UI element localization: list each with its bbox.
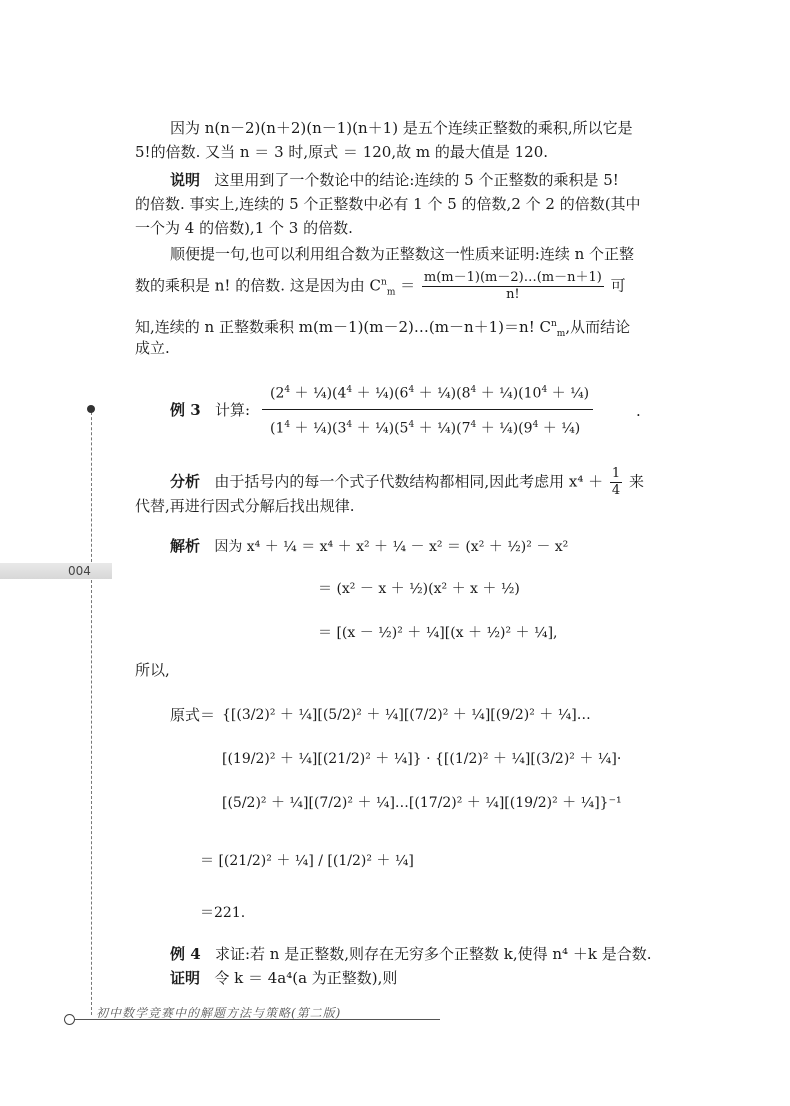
para2-line1: 顺便提一句,也可以利用组合数为正整数这一性质来证明:连续 n 个正整 (170, 245, 635, 263)
example3-denominator: ($1^4$ ＋ $\frac{1}{4})(3^4$ ＋ $\frac{1}{4})(5^4$ ＋ $\frac{1}{4})(7^4$ ＋ $\frac{1}{4})(9^4$ ＋ ¼) (270, 419, 581, 437)
para2-line2-text: 数的乘积是 n! 的倍数. 这是因为由 C (135, 276, 382, 295)
example4-label: 例 4 (170, 945, 201, 963)
example4-text: 求证:若 n 是正整数,则存在无穷多个正整数 k,使得 n⁴ ＋k 是合数. (214, 945, 652, 963)
proof-text: 令 k ＝ 4a⁴(a 为正整数),则 (214, 969, 398, 987)
analysis-tail: 来 (628, 472, 644, 491)
solution-step1: 因为 x⁴ ＋ ¼ ＝ x⁴ ＋ x² ＋ ¼ － x² ＝ (x² ＋ ½)² － x² (214, 539, 569, 555)
solution-label: 解析 (170, 537, 201, 555)
note-line3: 一个为 4 的倍数),1 个 3 的倍数. (135, 219, 353, 237)
note-label: 说明 (170, 171, 201, 189)
page-number: 004 (68, 564, 91, 578)
solution-step2: ＝ (x² － x ＋ ½)(x² ＋ x ＋ ½) (318, 581, 520, 597)
analysis-line2: 代替,再进行因式分解后找出规律. (135, 497, 355, 515)
original-row4: ＝ [(21/2)² ＋ ¼] / [(1/2)² ＋ ¼] (200, 853, 414, 869)
para2-line3: 知,连续的 n 正整数乘积 m(m－1)(m－2)…(m－n＋1)＝n! $C^n_m$,从而结论 (135, 318, 631, 339)
example3-numerator: ($2^4$ ＋ $\frac{1}{4})(4^4$ ＋ $\frac{1}{4})(6^4$ ＋ $\frac{1}{4})(8^4$ ＋ $\frac{1}{4})(10^4$ ＋ ¼) (262, 378, 593, 410)
example3-expression (262, 378, 593, 440)
so-text: 所以, (135, 661, 170, 679)
original-result: ＝221. (200, 905, 246, 921)
combination-fraction (422, 270, 604, 303)
example3-text: 计算: (214, 401, 251, 419)
page-number-bar (0, 563, 112, 579)
note-text: 这里用到了一个数论中的结论:连续的 5 个正整数的乘积是 5! (214, 171, 619, 189)
proof-label: 证明 (170, 969, 201, 987)
proof (170, 968, 397, 988)
para1-line2: 5!的倍数. 又当 n ＝ 3 时,原式 ＝ 120,故 m 的最大值是 120. (135, 143, 549, 161)
para2-line2: 数的乘积是 n! 的倍数. 这是因为由 $C^n_m$ ＝ $\frac{m(m-1)(m-2)\dots(m-n+1)}{n!}$ 可 (135, 270, 626, 302)
analysis-line1 (170, 466, 644, 499)
example4 (170, 944, 651, 964)
para2-line3-text: 知,连续的 n 正整数乘积 m(m－1)(m－2)…(m－n＋1)＝n! C (135, 318, 551, 336)
example3-label: 例 3 (170, 401, 201, 419)
solution-line1 (170, 536, 568, 557)
combination-denominator: n! (506, 287, 520, 302)
original-row1: {[(3/2)² ＋ ¼][(5/2)² ＋ ¼][(7/2)² ＋ ¼][(9/2)² ＋ ¼]… (222, 707, 591, 723)
example3 (170, 400, 250, 420)
margin-bullet (87, 405, 95, 413)
original-row3: [(5/2)² ＋ ¼][(7/2)² ＋ ¼]…[(17/2)² ＋ ¼][(19/2)² ＋ ¼]}⁻¹ (222, 795, 622, 811)
solution-step3: ＝ [(x － ½)² ＋ ¼][(x ＋ ½)² ＋ ¼], (318, 625, 558, 641)
para2-line3-tail: ,从而结论 (565, 318, 631, 336)
combination-numerator: m(m－1)(m－2)…(m－n＋1) (423, 270, 602, 285)
para2-line4: 成立. (135, 339, 170, 357)
original-row2: [(19/2)² ＋ ¼][(21/2)² ＋ ¼]} · {[(1/2)² ＋ ¼][(3/2)² ＋ ¼]· (222, 751, 622, 767)
book-title-footer: 初中数学竞赛中的解题方法与策略(第二版) (96, 1006, 342, 1020)
analysis-fraction: $\frac{1}{4}$ (611, 466, 621, 498)
para2-line2-tail: 可 (610, 276, 626, 295)
analysis-label: 分析 (170, 472, 201, 491)
analysis-text: 由于括号内的每一个式子代数结构都相同,因此考虑用 x⁴ ＋ (214, 472, 604, 491)
margin-dashed-line-top (91, 412, 92, 562)
footer-circle-icon (64, 1014, 75, 1025)
original-label: 原式＝ (170, 706, 216, 724)
example3-period: . (636, 402, 641, 420)
note-line1 (170, 170, 619, 190)
margin-dashed-line-bottom (91, 580, 92, 1015)
para1-line1: 因为 n(n－2)(n＋2)(n－1)(n＋1) 是五个连续正整数的乘积,所以它是 (170, 119, 633, 137)
note-line2: 的倍数. 事实上,连续的 5 个正整数中必有 1 个 5 的倍数,2 个 2 的倍数(其中 (135, 195, 641, 213)
